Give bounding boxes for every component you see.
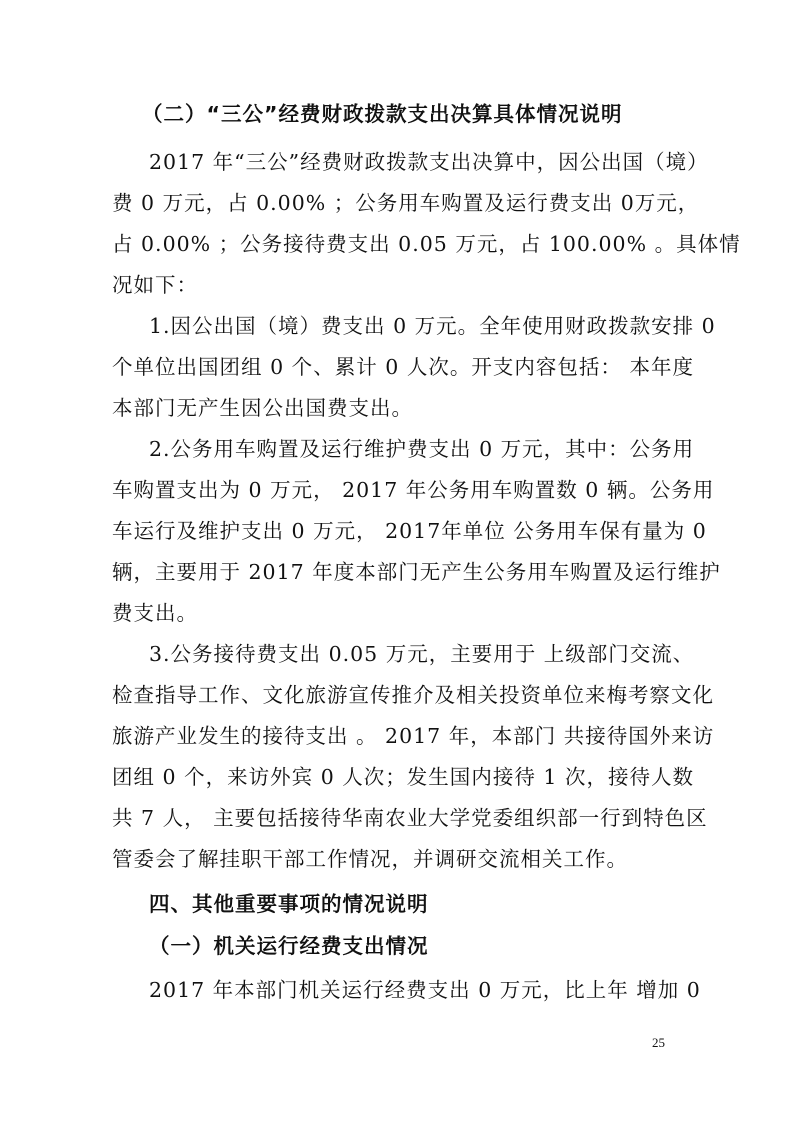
paragraph-line: 旅游产业发生的接待支出 。 2017 年，本部门 共接待国外来访 xyxy=(112,724,715,748)
paragraph-line: 辆，主要用于 2017 年度本部门无产生公务用车购置及运行维护 xyxy=(112,560,721,584)
paragraph-line: 本部门无产生因公出国费支出。 xyxy=(112,396,413,420)
section-heading-three-public-expenses: （二）“三公”经费财政拨款支出决算具体情况说明 xyxy=(142,102,623,126)
paragraph-line: 占 0.00% ；公务接待费支出 0.05 万元，占 100.00% 。具体情 xyxy=(112,232,741,256)
paragraph-line: 况如下： xyxy=(112,273,198,297)
paragraph-line: 3.公务接待费支出 0.05 万元，主要用于 上级部门交流、 xyxy=(149,642,695,666)
paragraph-line: 车运行及维护支出 0 万元， 2017年单位 公务用车保有量为 0 xyxy=(112,519,707,543)
paragraph-line: 检查指导工作、文化旅游宣传推介及相关投资单位来梅考察文化 xyxy=(112,683,714,707)
paragraph-line: 管委会了解挂职干部工作情况，并调研交流相关工作。 xyxy=(112,847,628,871)
section-heading-operating-expenses: （一）机关运行经费支出情况 xyxy=(149,934,429,958)
paragraph-line: 共 7 人， 主要包括接待华南农业大学党委组织部一行到特色区 xyxy=(112,806,708,830)
paragraph-line: 团组 0 个，来访外宾 0 人次；发生国内接待 1 次，接待人数 xyxy=(112,765,694,789)
paragraph-line: 费支出。 xyxy=(112,601,198,625)
paragraph-line: 2.公务用车购置及运行维护费支出 0 万元，其中：公务用 xyxy=(149,437,695,461)
page-number: 25 xyxy=(652,1035,665,1050)
paragraph-line: 2017 年“三公”经费财政拨款支出决算中，因公出国（境） xyxy=(149,150,709,174)
section-heading-other-matters: 四、其他重要事项的情况说明 xyxy=(149,892,429,916)
paragraph-line: 1.因公出国（境）费支出 0 万元。全年使用财政拨款安排 0 xyxy=(149,314,716,338)
paragraph-line: 车购置支出为 0 万元， 2017 年公务用车购置数 0 辆。公务用 xyxy=(112,478,715,502)
paragraph-line: 个单位出国团组 0 个、累计 0 人次。开支内容包括： 本年度 xyxy=(112,355,694,379)
paragraph-line: 费 0 万元，占 0.00% ；公务用车购置及运行费支出 0万元， xyxy=(112,191,700,215)
paragraph-line: 2017 年本部门机关运行经费支出 0 万元，比上年 增加 0 xyxy=(149,978,701,1002)
